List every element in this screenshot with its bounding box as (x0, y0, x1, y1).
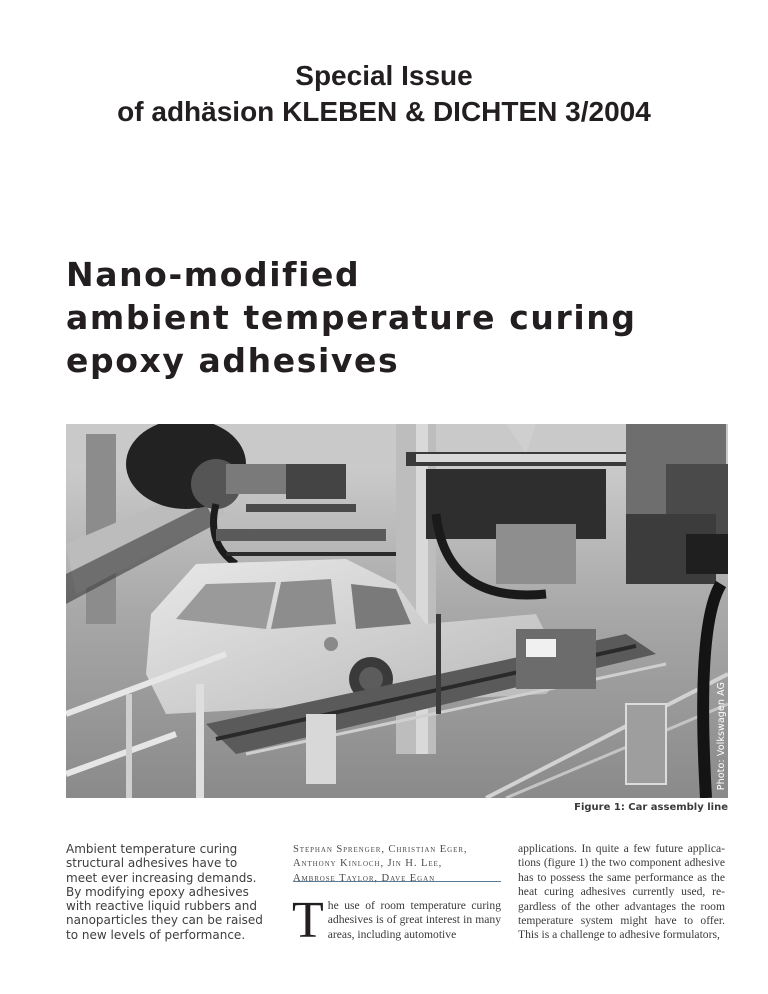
abstract-line: By modifying epoxy adhesives (66, 884, 249, 899)
body-line: applications. In quite a few future applica- (518, 842, 725, 855)
body-line: tions (figure 1) the two component adhesive (518, 856, 725, 870)
author-line: Ambrose Taylor, Dave Egan (293, 872, 436, 884)
abstract-line: to new levels of performance. (66, 927, 246, 942)
body-line: gardless of the other advantages the room (518, 899, 725, 913)
title-line-3: epoxy adhesives (66, 341, 400, 380)
assembly-line-image (66, 424, 728, 798)
author-line: Stephan Sprenger, Christian Eger, (293, 844, 468, 855)
photo-credit: Photo: Volkswagen AG (716, 681, 727, 790)
author-list (293, 843, 503, 886)
intro-text: he use of room temperature curing adhesives is of great interest in many areas, including automotive (327, 899, 501, 941)
author-line: Anthony Kinloch, Jin H. Lee, (293, 858, 443, 870)
abstract-line: structural adhesives have to (66, 856, 238, 871)
abstract-line: with reactive liquid rubbers and (66, 899, 258, 914)
article-title (66, 253, 706, 382)
special-issue-line1: Special Issue (295, 60, 473, 91)
body-line: heat curing adhesives currently used, re- (518, 885, 725, 899)
special-issue-header (0, 58, 768, 130)
body-line: has to possess the same performance as the (518, 870, 725, 884)
abstract-line: Ambient temperature curing (66, 842, 238, 856)
abstract-line: nanoparticles they can be raised (66, 913, 263, 928)
abstract (66, 842, 286, 942)
abstract-line: meet ever increasing demands. (66, 870, 257, 885)
figure-photo (66, 424, 728, 798)
title-line-2: ambient temperature curing (66, 298, 637, 337)
author-divider (293, 881, 501, 882)
special-issue-line2: of adhäsion KLEBEN & DICHTEN 3/2004 (117, 96, 651, 127)
drop-cap: T (292, 892, 324, 949)
body-line: temperature system might have to offer. (518, 914, 725, 928)
body-column-3 (518, 842, 725, 943)
body-line: This is a challenge to adhesive formulators, (518, 928, 720, 942)
intro-paragraph (292, 892, 501, 949)
title-line-1: Nano-modified (66, 255, 361, 294)
figure-caption: Figure 1: Car assembly line (574, 802, 728, 813)
